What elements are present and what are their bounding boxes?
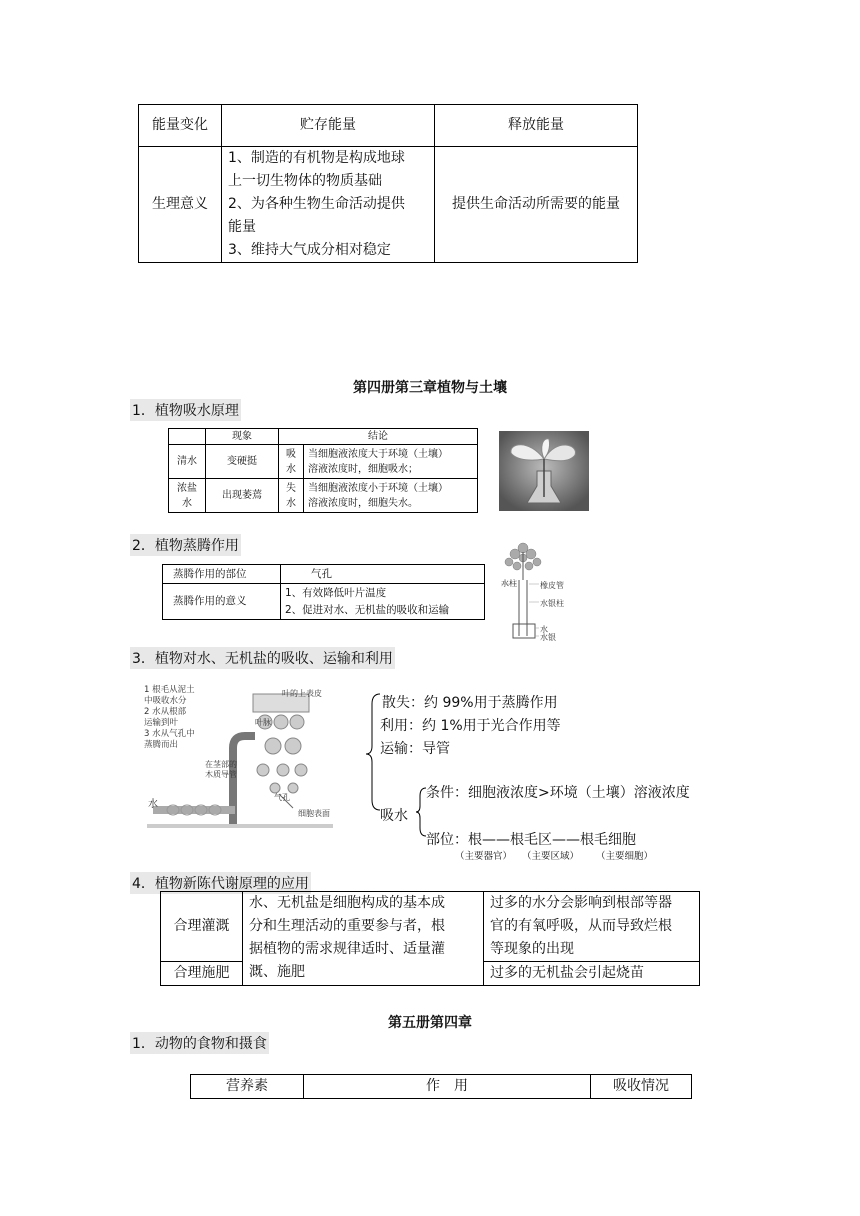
transpiration-table [162,564,485,620]
text-line: 1、制造的有机物是构成地球 [228,150,405,166]
branch-absorb: 吸水 [380,808,408,824]
branch-use: 利用：约 1%用于光合作用等 [380,718,561,734]
text-line: 1、有效降低叶片温度 [285,586,387,599]
chapter-heading: 第四册第三章植物与土壤 [353,380,507,396]
cell-conclusion-header: 结论 [279,429,478,445]
section-title-water-absorption: 1．植物吸水原理 [130,399,241,421]
cell-absorb [279,445,304,479]
branch-site: 部位：根——根毛区——根毛细胞 [426,832,636,848]
cell-stoma: 气孔 [281,565,485,584]
text-line: 水 [286,497,296,509]
nutrient-table [190,1074,692,1099]
label-upper-epidermis: 叶的上表皮 [282,689,322,698]
text-line: 2、促进对水、无机盐的吸收和运输 [285,603,450,616]
cell-store-energy: 贮存能量 [222,105,435,147]
text-line: 据植物的需求规律适时、适量灌 [249,941,445,957]
cell-function-header: 作 用 [304,1075,591,1099]
chapter-heading-2: 第五册第四章 [388,1015,472,1031]
cell-wilt: 出现萎蔫 [206,479,279,513]
cell-empty [169,429,206,445]
cell-meaning-list [281,584,485,620]
text-line: 水、无机盐是细胞构成的基本成 [249,895,445,911]
text-line: 能量 [228,219,256,235]
section-title-absorption-transport: 3．植物对水、无机盐的吸收、运输和利用 [130,647,395,669]
text-line: 中吸收水分 [144,696,187,706]
text-line: 浓盐 [177,482,197,494]
cell-irrigation: 合理灌溉 [161,892,243,962]
cell-firm: 变硬挺 [206,445,279,479]
text-line: 失 [286,482,296,494]
text-line: 溶液浓度时，细胞失水。 [308,497,418,509]
section-title-animal-food: 1．动物的食物和摄食 [130,1032,269,1054]
text-line: 当细胞液浓度大于环境（土壤） [308,448,448,460]
cell-shared-explanation [243,892,484,986]
text-line: 木质导管 [205,770,237,779]
text-line: 蒸腾而出 [144,740,179,750]
application-table [160,891,700,986]
branch-transport: 运输：导管 [380,741,450,757]
water-absorption-table [168,428,478,513]
text-line: 吸 [286,448,296,460]
label-mercury-column: 水银柱 [540,599,564,608]
energy-table [138,104,638,263]
cell-lose [279,479,304,513]
transpiration-diagram [495,540,577,646]
label-mercury: 水银 [540,633,556,642]
label-water: 水 [540,625,548,634]
section-title-transpiration: 2．植物蒸腾作用 [130,534,241,556]
branch-condition: 条件：细胞液浓度>环境（土壤）溶液浓度 [426,785,690,801]
label-water-in: 水 [148,799,158,810]
label-vein: 叶脉 [255,718,271,727]
cell-absorption-header: 吸收情况 [591,1075,692,1099]
text-line: 1 根毛从泥土 [144,685,195,695]
label-stoma: 气孔 [274,793,290,802]
text-line: 分和生理活动的重要参与者，根 [249,918,445,934]
cell-transpiration-meaning: 蒸腾作用的意义 [163,584,281,620]
text-line: 过多的水分会影响到根部等器 [490,895,672,911]
text-line: 上一切生物体的物质基础 [228,173,382,189]
cell-release-energy: 释放能量 [435,105,638,147]
cell-lose-conclusion [304,479,478,513]
note-main-cell: （主要细胞） [596,851,654,862]
cell-nutrient-header: 营养素 [191,1075,304,1099]
text-line: 等现象的出现 [490,941,574,957]
cell-store-meaning [222,147,435,263]
section-title-metabolism-application: 4．植物新陈代谢原理的应用 [130,872,311,894]
cell-transpiration-site: 蒸腾作用的部位 [163,565,281,584]
text-line: 2 水从根部 [144,707,187,717]
text-line: 运输到叶 [144,718,179,728]
cell-absorb-conclusion [304,445,478,479]
plant-in-flask-photo [499,431,589,511]
text-line: 溉、施肥 [249,964,305,980]
label-stem-xylem [205,760,237,780]
text-line: 3 水从气孔中 [144,729,195,739]
text-line: 溶液浓度时，细胞吸水； [308,463,418,475]
cell-salt-water [169,479,206,513]
cell-phenomenon-header: 现象 [206,429,279,445]
text-line: 2、为各种生物生命活动提供 [228,196,405,212]
text-line: 当细胞液浓度小于环境（土壤） [308,482,448,494]
note-main-region: （主要区域） [522,851,580,862]
label-water-column: 水柱 [501,579,517,588]
cell-physio-meaning: 生理意义 [139,147,222,263]
diagram-steps [144,685,195,751]
cell-clear-water: 清水 [169,445,206,479]
text-line: 在茎部的 [205,760,237,769]
label-cell-surface: 细胞表面 [298,809,330,818]
cell-fertilization-risk: 过多的无机盐会引起烧苗 [484,962,700,986]
cell-energy-change: 能量变化 [139,105,222,147]
text-line: 3、维持大气成分相对稳定 [228,242,391,258]
text-line: 水 [286,463,296,475]
cell-fertilization: 合理施肥 [161,962,243,986]
branch-loss: 散失：约 99%用于蒸腾作用 [382,695,558,711]
cell-release-meaning: 提供生命活动所需要的能量 [435,147,638,263]
text-line: 官的有氧呼吸，从而导致烂根 [490,918,672,934]
label-rubber-tube: 橡皮管 [540,581,564,590]
note-main-organ: （主要器官） [455,851,513,862]
cell-irrigation-risk [484,892,700,962]
text-line: 水 [182,497,192,509]
